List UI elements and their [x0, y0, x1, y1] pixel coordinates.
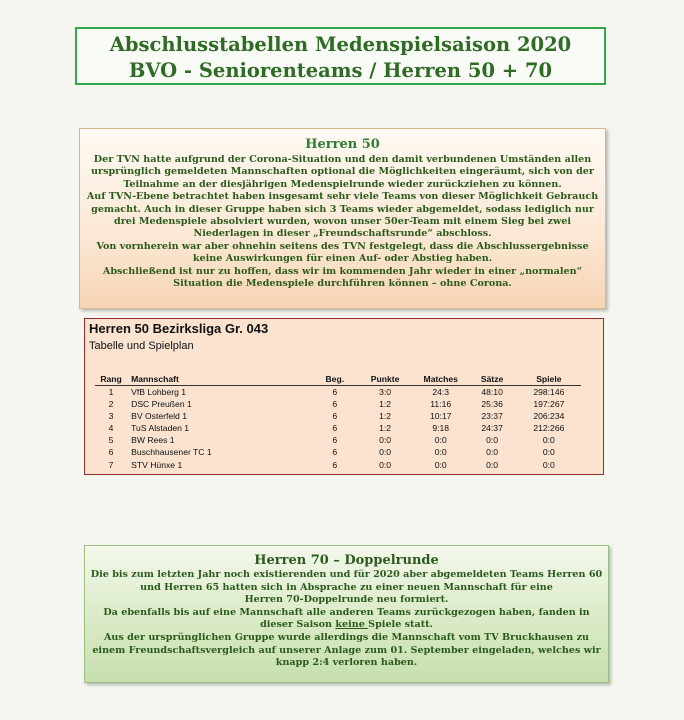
- page-title-line2: BVO - Seniorenteams / Herren 50 + 70: [128, 59, 553, 82]
- herren70-line: und Herren 65 hatten sich in Absprache zu einer neuen Mannschaft für eine: [140, 581, 553, 593]
- cell-matches: 0:0: [434, 459, 447, 470]
- herren70-line5-pre: dieser Saison: [260, 619, 336, 631]
- table-row: [95, 446, 581, 458]
- herren70-line: Die bis zum letzten Jahr noch existierenden und für 2020 aber abgemeldeten Teams Herren 60: [90, 569, 603, 580]
- cell-punkte: 1:2: [379, 411, 392, 422]
- page-title-box: [75, 27, 606, 85]
- herren70-underlined-word: keine: [335, 619, 369, 631]
- page-title-line1: Abschlusstabellen Medenspielsaison 2020: [109, 33, 572, 56]
- cell-spiele: 0:0: [542, 447, 555, 458]
- cell-matches: 0:0: [434, 435, 447, 446]
- cell-rang: 7: [108, 459, 114, 470]
- cell-rang: 6: [108, 447, 114, 458]
- herren50-info-box: [79, 128, 606, 309]
- col-header-rang: Rang: [95, 374, 127, 386]
- col-header-punkte: Punkte: [356, 374, 414, 386]
- standings-table-box: [84, 318, 604, 475]
- herren50-line: drei Medenspiele absolviert wurden, wovon unser 50er-Team mit einem Sieg bei zwei: [114, 216, 571, 228]
- table-row: [95, 410, 581, 422]
- cell-beg: 6: [332, 435, 338, 446]
- cell-saetze: 25:36: [481, 399, 503, 410]
- cell-beg: 6: [332, 447, 338, 458]
- cell-punkte: 1:2: [379, 399, 392, 410]
- cell-spiele: 0:0: [542, 435, 555, 446]
- herren50-text: [80, 154, 605, 290]
- cell-mannschaft: TuS Alstaden 1: [131, 423, 190, 434]
- cell-punkte: 0:0: [379, 459, 392, 470]
- herren50-heading: Herren 50: [305, 137, 380, 152]
- cell-matches: 11:16: [430, 399, 452, 410]
- cell-beg: 6: [332, 459, 338, 470]
- cell-mannschaft: Buschhausener TC 1: [131, 447, 212, 458]
- cell-punkte: 0:0: [379, 435, 392, 446]
- cell-beg: 6: [332, 387, 338, 397]
- cell-beg: 6: [332, 423, 338, 434]
- herren50-line: ursprünglich gemeldeten Mannschaften optional die Möglichkeiten eingeräumt, sich von der: [91, 166, 594, 178]
- herren50-line: Teilnahme an der diesjährigen Medenspielrunde wieder zurückziehen zu können.: [123, 178, 562, 190]
- standings-subtitle: Tabelle und Spielplan: [89, 340, 194, 352]
- cell-mannschaft: BW Rees 1: [131, 435, 175, 446]
- cell-spiele: 206:234: [533, 411, 565, 422]
- table-row: [95, 434, 581, 446]
- cell-spiele: 212:266: [533, 423, 565, 434]
- cell-rang: 2: [108, 399, 114, 410]
- cell-punkte: 1:2: [379, 423, 392, 434]
- herren70-info-box: [84, 545, 609, 683]
- col-header-matches: Matches: [414, 374, 468, 386]
- cell-rang: 1: [108, 387, 114, 397]
- herren70-heading: Herren 70 – Doppelrunde: [254, 553, 439, 568]
- herren50-line: Abschließend ist nur zu hoffen, dass wir im kommenden Jahr wieder in einer „normalen“: [102, 265, 583, 277]
- cell-punkte: 3:0: [379, 387, 392, 397]
- cell-mannschaft: STV Hünxe 1: [131, 459, 183, 470]
- cell-saetze: 23:37: [481, 411, 503, 422]
- herren50-line: gemacht. Auch in dieser Gruppe haben sich 3 Teams wieder abgemeldet, sodass lediglich nur: [91, 203, 594, 215]
- herren50-line: Von vornherein war aber ohnehin seitens des TVN festgelegt, dass die Abschlussergebnisse: [96, 240, 589, 252]
- table-row: [95, 386, 581, 399]
- cell-saetze: 0:0: [486, 447, 499, 458]
- cell-beg: 6: [332, 411, 338, 422]
- herren50-line: Situation die Medenspiele durchführen können – ohne Corona.: [173, 278, 512, 290]
- cell-beg: 6: [332, 399, 338, 410]
- herren50-line: Der TVN hatte aufgrund der Corona-Situation und den damit verbundenen Umständen allen: [93, 154, 592, 165]
- cell-rang: 5: [108, 435, 114, 446]
- cell-spiele: 0:0: [542, 459, 555, 470]
- herren50-line: Niederlagen in dieser „Freundschaftsrunde“ abschloss.: [193, 228, 492, 240]
- cell-saetze: 48:10: [481, 387, 503, 397]
- cell-spiele: 298:146: [533, 387, 565, 397]
- table-row: [95, 422, 581, 434]
- herren50-line: keine Auswirkungen für einen Auf- oder Abstieg haben.: [192, 253, 493, 265]
- col-header-beg: Beg.: [313, 374, 356, 386]
- herren70-line: knapp 2:4 verloren haben.: [275, 657, 418, 669]
- herren50-line: Auf TVN-Ebene betrachtet haben insgesamt sehr viele Teams von dieser Möglichkeit Gebrauch: [86, 191, 599, 203]
- cell-mannschaft: VfB Lohberg 1: [131, 387, 187, 397]
- cell-matches: 10:17: [429, 411, 452, 422]
- herren70-line: Aus der ursprünglichen Gruppe wurde allerdings die Mannschaft vom TV Bruckhausen zu: [103, 631, 590, 643]
- cell-saetze: 0:0: [486, 435, 499, 446]
- cell-rang: 4: [108, 423, 114, 434]
- herren70-line5-post: Spiele statt.: [368, 619, 433, 631]
- cell-rang: 3: [108, 411, 114, 422]
- col-header-mannschaft: Mannschaft: [127, 374, 313, 386]
- cell-mannschaft: BV Osterfeld 1: [131, 411, 187, 422]
- col-header-spiele: Spiele: [517, 374, 581, 386]
- cell-matches: 9:18: [432, 423, 450, 434]
- table-row: [95, 398, 581, 410]
- herren70-line: [85, 619, 608, 632]
- herren70-text: [85, 569, 608, 670]
- cell-punkte: 0:0: [379, 447, 392, 458]
- herren70-line: einem Freundschaftsvergleich auf unserer Anlage zum 01. September eingeladen, welches wir: [92, 644, 601, 656]
- standings-table: [95, 374, 581, 471]
- standings-title: Herren 50 Bezirksliga Gr. 043: [89, 321, 269, 336]
- cell-spiele: 197:267: [533, 399, 565, 410]
- col-header-saetze: Sätze: [467, 374, 516, 386]
- cell-mannschaft: DSC Preußen 1: [131, 399, 192, 410]
- cell-matches: 0:0: [434, 447, 447, 458]
- table-header-row: [95, 374, 581, 386]
- cell-saetze: 0:0: [486, 459, 499, 470]
- cell-matches: 24:3: [432, 387, 450, 397]
- herren70-line: Herren 70-Doppelrunde neu formiert.: [244, 594, 449, 606]
- herren70-line: Da ebenfalls bis auf eine Mannschaft alle anderen Teams zurückgezogen haben, fanden in: [103, 606, 590, 618]
- cell-saetze: 24:37: [481, 423, 503, 434]
- table-row: [95, 459, 581, 471]
